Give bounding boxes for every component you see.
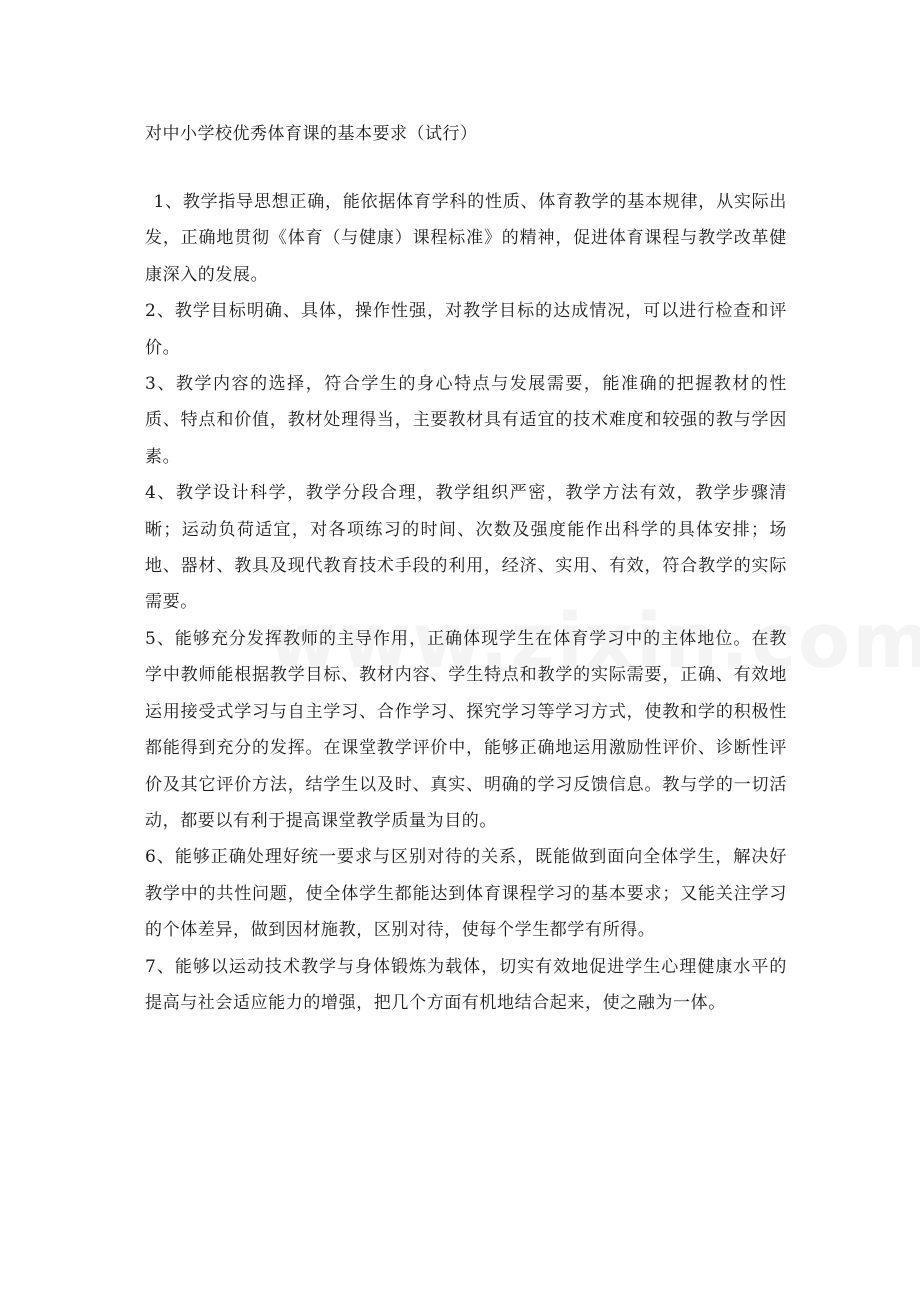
document-body	[145, 184, 787, 1021]
paragraph-5: 5、能够充分发挥教师的主导作用，正确体现学生在体育学习中的主体地位。在教学中教师能根据教学目标、教材内容、学生特点和教学的实际需要，正确、有效地运用接受式学习与自主学习、合作学习、探究学习等学习方式，使教和学的积极性都能得到充分的发挥。在课堂教学评价中，能够正确地运用激励性评价、诊断性评价及其它评价方法，结学生以及时、真实、明确的学习反馈信息。教与学的一切活动，都要以有利于提高课堂教学质量为目的。	[145, 628, 787, 831]
paragraph-6: 6、能够正确处理好统一要求与区别对待的关系，既能做到面向全体学生，解决好教学中的共性问题，使全体学生都能达到体育课程学习的基本要求；又能关注学习的个体差异，做到因材施教，区别对待，使每个学生都学有所得。	[145, 847, 787, 941]
paragraph-7: 7、能够以运动技术教学与身体锻炼为载体，切实有效地促进学生心理健康水平的提高与社会适应能力的增强，把几个方面有机地结合起来，使之融为一体。	[145, 956, 787, 1013]
paragraph-1: 1、教学指导思想正确，能依据体育学科的性质、体育教学的基本规律，从实际出发，正确地贯彻《体育（与健康）课程标准》的精神，促进体育课程与教学改革健康深入的发展。	[145, 192, 787, 285]
paragraph-4: 4、教学设计科学，教学分段合理，教学组织严密，教学方法有效，教学步骤清晰；运动负荷适宜，对各项练习的时间、次数及强度能作出科学的具体安排；场地、器材、教具及现代教育技术手段的利用，经济、实用、有效，符合教学的实际需要。	[145, 483, 787, 613]
document-title: 对中小学校优秀体育课的基本要求（试行）	[145, 124, 478, 144]
paragraph-3: 3、教学内容的选择，符合学生的身心特点与发展需要，能准确的把握教材的性质、特点和价值，教材处理得当，主要教材具有适宜的技术难度和较强的教与学因素。	[145, 374, 787, 467]
paragraph-2: 2、教学目标明确、具体，操作性强，对教学目标的达成情况，可以进行检查和评价。	[145, 301, 787, 358]
